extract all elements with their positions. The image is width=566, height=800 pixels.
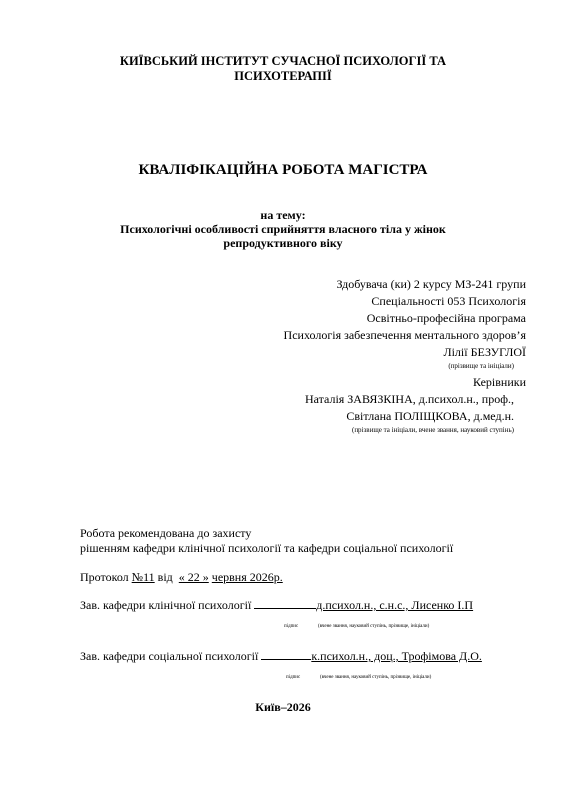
footer-city-year: Київ–2026 <box>255 700 311 714</box>
protocol-day: « 22 » <box>178 570 209 584</box>
student-name-caption: (прізвище та ініціали) <box>448 362 514 370</box>
head-clinical-caption-sign: підпис <box>284 624 299 629</box>
head-social-line <box>80 648 482 664</box>
topic-block <box>0 208 566 250</box>
institution-line-1: КИЇВСЬКИЙ ІНСТИТУТ СУЧАСНОЇ ПСИХОЛОГІЇ ТА <box>119 54 447 68</box>
protocol-month-year: червня 2026р. <box>211 570 283 584</box>
head-clinical-signature-line <box>254 597 316 609</box>
protocol-label: Протокол <box>80 570 129 584</box>
supervisors-caption: (прізвище та ініціали, вчене звання, науковий ступінь) <box>351 426 514 434</box>
supervisor-2: Світлана ПОЛІЩКОВА, д.мед.н. <box>346 409 514 423</box>
head-social-caption-sign: підпис <box>286 675 301 680</box>
head-social-signature-line <box>261 648 311 660</box>
student-program: Психологія забезпечення ментального здоров’я <box>283 328 526 342</box>
document-title: КВАЛІФІКАЦІЙНА РОБОТА МАГІСТРА <box>138 162 428 178</box>
student-block <box>284 276 526 435</box>
recommendation-line-1: Робота рекомендована до захисту <box>80 526 252 540</box>
supervisor-1: Наталія ЗАВЯЗКІНА, д.психол.н., проф., <box>304 392 514 406</box>
student-course: Здобувача (ки) 2 курсу МЗ-241 групи <box>336 277 526 291</box>
head-clinical-value: д.психол.н., с.н.с., Лисенко І.П <box>316 598 474 612</box>
student-program-label: Освітньо-професійна програма <box>366 311 526 325</box>
head-clinical-line <box>80 597 473 613</box>
student-specialty: Спеціальності 053 Психологія <box>371 294 526 308</box>
recommendation-line-2: рішенням кафедри клінічної психології та кафедри соціальної психології <box>80 541 454 555</box>
topic-line-1: Психологічні особливості сприйняття власного тіла у жінок <box>120 222 446 236</box>
head-social-value: к.психол.н., доц., Трофімова Д.О. <box>311 649 482 663</box>
head-clinical-label: Зав. кафедри клінічної психології <box>80 598 252 612</box>
protocol-number: №11 <box>131 570 155 584</box>
head-social-caption-info: (вчене звання, науковий ступінь, прізвище, ініціали) <box>320 675 432 680</box>
head-clinical-caption-info: (вчене звання, науковий ступінь, прізвище, ініціали) <box>318 624 430 629</box>
recommendation-block <box>80 526 453 556</box>
student-name: Лілії БЕЗУГЛОЇ <box>443 345 526 359</box>
protocol-from: від <box>157 570 173 584</box>
institution-line-2: ПСИХОТЕРАПІЇ <box>234 69 332 83</box>
supervisors-label: Керівники <box>473 375 526 389</box>
topic-label: на тему: <box>260 208 306 222</box>
head-social-label: Зав. кафедри соціальної психології <box>80 649 259 663</box>
institution-name <box>0 54 566 84</box>
protocol-line <box>80 570 283 585</box>
topic-line-2: репродуктивного віку <box>223 236 343 250</box>
